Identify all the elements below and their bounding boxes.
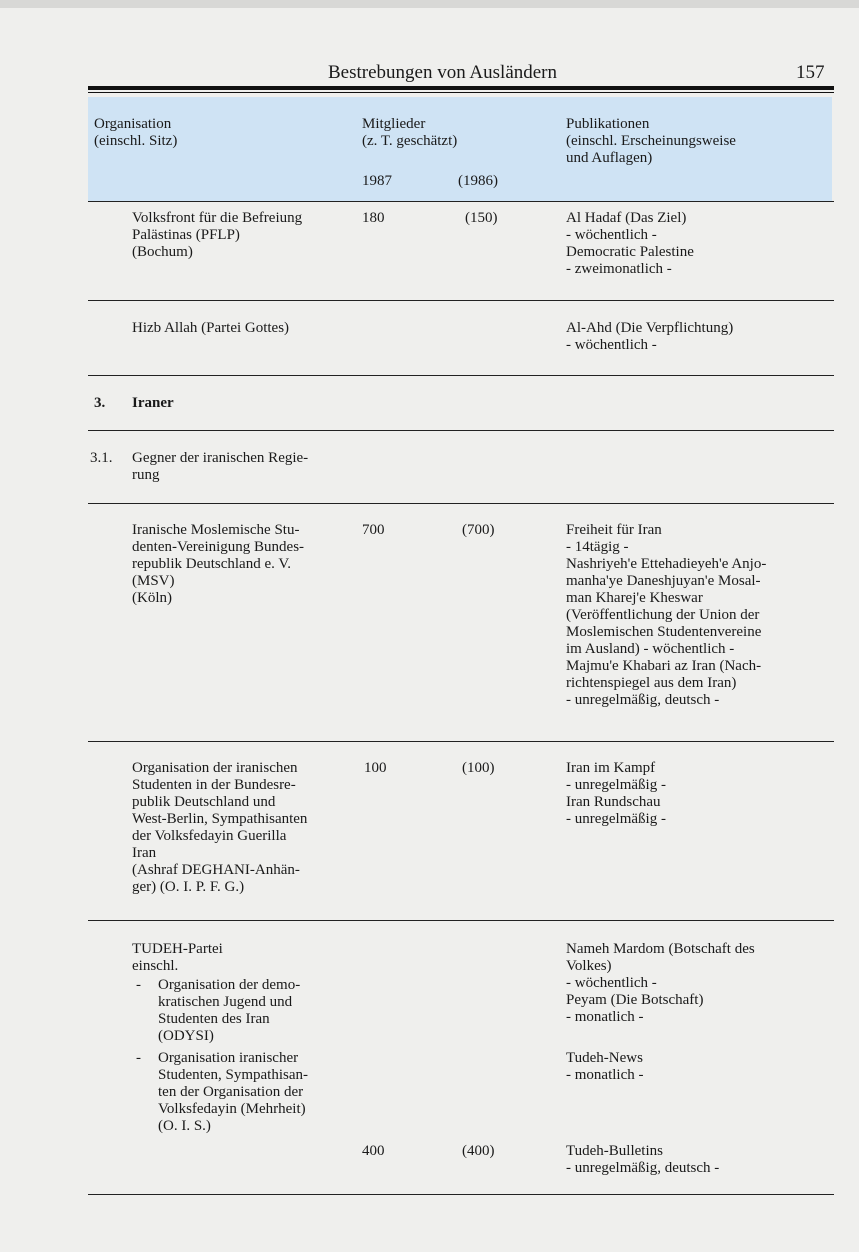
row-divider (88, 1194, 834, 1195)
org-tudeh-odysi: Organisation der demo- kratischen Jugend und Studenten des Iran (ODYSI) (158, 977, 301, 1044)
section-3-1-title: Gegner der iranischen Regie- rung (132, 450, 309, 483)
row-divider (88, 503, 834, 504)
members-1986-tudeh: (400) (462, 1143, 495, 1159)
column-header-publikationen: Publikationen (einschl. Erscheinungsweise und Auflagen) (566, 116, 736, 166)
org-oipfg: Organisation der iranischen Studenten in der Bundesre- publik Deutschland und West-Berlin, Sympathisanten der Volksfedayin Guerilla Iran (Ashraf DEGHANI-Anhän- ger) (O. I. P. F. G.) (132, 760, 308, 895)
members-1987-tudeh: 400 (362, 1143, 385, 1159)
row-divider (88, 741, 834, 742)
members-1986-pflp: (150) (465, 210, 498, 226)
row-divider (88, 300, 834, 301)
publications-tudeh-c: Tudeh-Bulletins - unregelmäßig, deutsch - (566, 1143, 720, 1176)
column-header-organisation: Organisation (einschl. Sitz) (94, 116, 178, 149)
org-tudeh-ois: Organisation iranischer Studenten, Sympathisan- ten der Organisation der Volksfedayin (Mehrheit) (O. I. S.) (158, 1050, 308, 1134)
members-1987-pflp: 180 (362, 210, 385, 226)
publications-oipfg: Iran im Kampf - unregelmäßig - Iran Rundschau - unregelmäßig - (566, 760, 666, 827)
members-1987-msv: 700 (362, 522, 385, 538)
members-1986-oipfg: (100) (462, 760, 495, 776)
section-3-title: Iraner (132, 395, 174, 411)
publications-tudeh-b: Tudeh-News - monatlich - (566, 1050, 644, 1083)
tudeh-sub1-dash: - (136, 977, 141, 993)
publications-tudeh-a: Nameh Mardom (Botschaft des Volkes) - wöchentlich - Peyam (Die Botschaft) - monatlich - (566, 941, 755, 1025)
page-number: 157 (796, 62, 825, 83)
header-rule-thick (88, 86, 834, 90)
header-rule-thin (88, 92, 834, 93)
publications-pflp: Al Hadaf (Das Ziel) - wöchentlich - Democratic Palestine - zweimonatlich - (566, 210, 694, 277)
org-hizb-allah: Hizb Allah (Partei Gottes) (132, 320, 290, 336)
page-title: Bestrebungen von Ausländern (328, 62, 558, 83)
column-header-mitglieder: Mitglieder (z. T. geschätzt) (362, 116, 458, 149)
members-1987-oipfg: 100 (364, 760, 387, 776)
publications-hizb-allah: Al-Ahd (Die Verpflichtung) - wöchentlich - (566, 320, 734, 353)
tudeh-sub2-dash: - (136, 1050, 141, 1066)
column-header-year-1986: (1986) (458, 173, 498, 189)
org-tudeh: TUDEH-Partei einschl. (132, 941, 223, 974)
row-divider (88, 201, 834, 202)
publications-msv: Freiheit für Iran - 14tägig - Nashriyeh'e Ettehadieyeh'e Anjo- manha'ye Daneshjuyan'e Mosal- man Kharej'e Kheswar (Veröffentlichung der Union der Moslemischen Studentenvereine im Ausland) - wöchentlich - Majmu'e Khabari az Iran (Nach- richtenspiegel aus dem Iran) - unregelmäßig, deutsch - (566, 522, 767, 708)
column-header-year-1987: 1987 (362, 173, 392, 189)
org-msv: Iranische Moslemische Stu- denten-Vereinigung Bundes- republik Deutschland e. V. (MSV) (Köln) (132, 522, 305, 606)
row-divider (88, 920, 834, 921)
section-3-1-number: 3.1. (90, 450, 113, 466)
org-pflp: Volksfront für die Befreiung Palästinas (PFLP) (Bochum) (132, 210, 303, 260)
row-divider (88, 430, 834, 431)
row-divider (88, 375, 834, 376)
members-1986-msv: (700) (462, 522, 495, 538)
page-top-edge (0, 0, 859, 8)
section-3-number: 3. (94, 395, 106, 411)
